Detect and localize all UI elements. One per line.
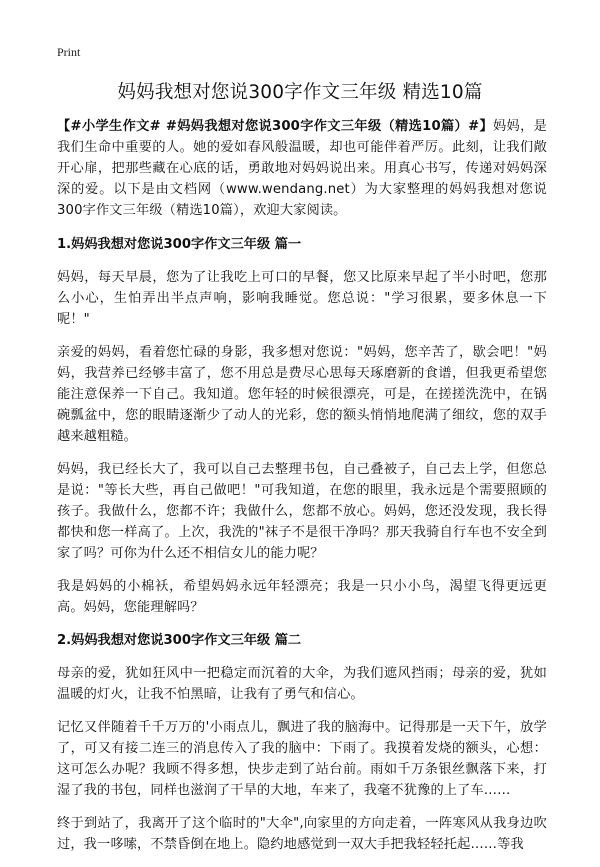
paragraph: 记忆又伴随着千千万万的'小雨点儿，飘进了我的脑海中。记得那是一天下午，放学了，可又有接二连三的消息传入了我的脑中：下雨了。我摸着发烧的额头，心想：这可怎么办呢？我顾不得多想，快步走到了站台前。雨如千万条银丝飘落下来，打湿了我的书包，同样也滋润了干旱的大地，车来了，我毫不犹豫的上了车……: [57, 720, 547, 798]
paragraph: 妈妈，我已经长大了，我可以自己去整理书包，自己叠被子，自己去上学，但您总是说："等长大些，再自己做吧！"可我知道，在您的眼里，我永远是个需要照顾的孩子。我做什么，您都不许；我做什么，您都不放心。妈妈，您还没发现，我长得都快和您一样高了。上次，我洗的"袜子不是很干净吗？那天我骑自行车也不安全到家了吗？可你为什么还不相信女儿的能力呢？: [57, 462, 547, 561]
paragraph: 母亲的爱，犹如狂风中一把稳定而沉着的大伞，为我们遮风挡雨；母亲的爱，犹如温暖的灯火，让我不怕黑暗，让我有了勇气和信心。: [57, 666, 547, 702]
page-title: 妈妈我想对您说300字作文三年级 精选10篇: [117, 82, 483, 103]
intro-paragraph: [57, 116, 547, 221]
section-heading-1: 1.妈妈我想对您说300字作文三年级 篇一: [57, 237, 302, 252]
intro-lead: 【#小学生作文# #妈妈我想对您说300字作文三年级（精选10篇）#】: [57, 119, 494, 134]
print-link[interactable]: Print: [57, 45, 81, 59]
section-heading-2: 2.妈妈我想对您说300字作文三年级 篇二: [57, 633, 302, 648]
paragraph: 亲爱的妈妈，看着您忙碌的身影，我多想对您说："妈妈，您辛苦了，歇会吧！"妈妈，我营养已经够丰富了，您不用总是费尽心思每天琢磨新的食谱，但我更希望您能注意保养一下自己。我知道。您年轻的时候很漂亮，可是，在搓搓洗洗中，在锅碗瓢盆中，您的眼睛逐渐少了动人的光彩，您的额头悄悄地爬满了细纹，您的双手越来越粗糙。: [57, 345, 547, 444]
paragraph: 终于到站了，我离开了这个临时的"大伞",向家里的方向走着，一阵寒风从我身边吹过，我一哆嗦，不禁昏倒在地上。隐约地感觉到一双大手把我轻轻托起……等我: [57, 816, 547, 852]
paragraph: 妈妈，每天早晨，您为了让我吃上可口的早餐，您又比原来早起了半小时吧，您那么小心，生怕弄出半点声响，影响我睡觉。您总说："学习很累，要多休息一下呢！": [57, 270, 547, 327]
intro-text: 妈妈，是我们生命中重要的人。她的爱如春风般温暖，却也可能伴着严厉。此刻，让我们敞开心扉，把那些藏在心底的话，勇敢地对妈妈说出来。用真心书写，传递对妈妈深深的爱。以下是由文档网（www.wendang.net）为大家整理的妈妈我想对您说300字作文三年级（精选10篇），欢迎大家阅读。: [57, 119, 547, 218]
article-body: [57, 116, 547, 867]
paragraph: 我是妈妈的小棉袄，希望妈妈永远年轻漂亮；我是一只小小鸟，渴望飞得更远更高。妈妈，您能理解吗？: [57, 579, 547, 615]
